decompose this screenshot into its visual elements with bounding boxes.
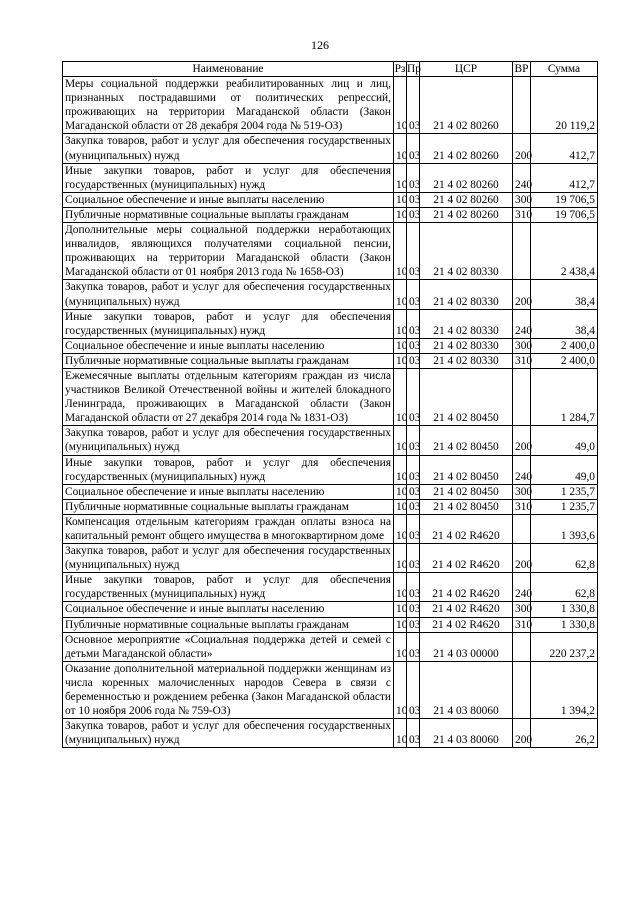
table-row — [63, 514, 598, 543]
table-row — [63, 544, 598, 573]
row-vr — [513, 368, 531, 425]
row-rz: 10 — [394, 602, 407, 617]
row-rz: 10 — [394, 192, 407, 207]
row-csr: 21 4 02 80260 — [420, 77, 513, 134]
row-sum: 1 235,7 — [531, 484, 598, 499]
row-name: Иные закупки товаров, работ и услуг для обеспечения государственных (муниципальных) нужд — [63, 455, 394, 484]
row-vr: 300 — [513, 192, 531, 207]
row-pr: 03 — [407, 338, 420, 353]
row-rz: 10 — [394, 617, 407, 632]
row-pr: 03 — [407, 617, 420, 632]
row-csr: 21 4 02 80450 — [420, 455, 513, 484]
row-rz: 10 — [394, 573, 407, 602]
table-row — [63, 661, 598, 718]
row-pr: 03 — [407, 632, 420, 661]
row-vr: 310 — [513, 499, 531, 514]
row-vr — [513, 661, 531, 718]
row-sum: 1 235,7 — [531, 499, 598, 514]
row-csr: 21 4 03 00000 — [420, 632, 513, 661]
table-row — [63, 632, 598, 661]
table-row — [63, 207, 598, 222]
row-rz: 10 — [394, 309, 407, 338]
row-csr: 21 4 02 80330 — [420, 353, 513, 368]
row-sum: 1 393,6 — [531, 514, 598, 543]
row-pr: 03 — [407, 514, 420, 543]
row-pr: 03 — [407, 353, 420, 368]
row-sum: 1 284,7 — [531, 368, 598, 425]
row-csr: 21 4 02 R4620 — [420, 514, 513, 543]
row-sum: 19 706,5 — [531, 207, 598, 222]
row-name: Социальное обеспечение и иные выплаты населению — [63, 602, 394, 617]
row-name: Публичные нормативные социальные выплаты гражданам — [63, 499, 394, 514]
header-pr: Пр — [407, 63, 421, 75]
row-name: Закупка товаров, работ и услуг для обеспечения государственных (муниципальных) нужд — [63, 544, 394, 573]
row-pr: 03 — [407, 192, 420, 207]
row-vr: 240 — [513, 163, 531, 192]
row-name: Социальное обеспечение и иные выплаты населению — [63, 484, 394, 499]
row-pr: 03 — [407, 602, 420, 617]
row-sum: 20 119,2 — [531, 77, 598, 134]
row-name: Иные закупки товаров, работ и услуг для обеспечения государственных (муниципальных) нужд — [63, 163, 394, 192]
page-number: 126 — [311, 38, 329, 52]
row-rz: 10 — [394, 661, 407, 718]
row-vr: 240 — [513, 309, 531, 338]
row-name: Закупка товаров, работ и услуг для обеспечения государственных (муниципальных) нужд — [63, 134, 394, 163]
table-row — [63, 280, 598, 309]
row-pr: 03 — [407, 207, 420, 222]
table-row — [63, 353, 598, 368]
row-sum: 220 237,2 — [531, 632, 598, 661]
row-sum: 1 394,2 — [531, 661, 598, 718]
table-row — [63, 338, 598, 353]
row-csr: 21 4 02 80450 — [420, 368, 513, 425]
table-row — [63, 602, 598, 617]
row-sum: 49,0 — [531, 455, 598, 484]
row-vr: 310 — [513, 207, 531, 222]
table-row — [63, 455, 598, 484]
row-vr: 300 — [513, 338, 531, 353]
row-name: Оказание дополнительной материальной поддержки женщинам из числа коренных малочисленных народов Севера в связи с беременностью и рождением ребенка (Закон Магаданской области от 10 ноября 2006 года № 759-ОЗ) — [63, 661, 394, 718]
row-name: Дополнительные меры социальной поддержки неработающих инвалидов, являющихся получателями социальной пенсии, проживающих на территории Магаданской области (Закон Магаданской области от 01 ноября 2013 года № 1658-ОЗ) — [63, 223, 394, 280]
table-row — [63, 719, 598, 748]
row-pr: 03 — [407, 573, 420, 602]
header-vr: ВР — [513, 62, 531, 77]
row-rz: 10 — [394, 338, 407, 353]
table-row — [63, 134, 598, 163]
row-name: Публичные нормативные социальные выплаты гражданам — [63, 353, 394, 368]
row-pr: 03 — [407, 368, 420, 425]
row-name: Социальное обеспечение и иные выплаты населению — [63, 192, 394, 207]
row-rz: 10 — [394, 368, 407, 425]
row-csr: 21 4 02 80330 — [420, 280, 513, 309]
row-pr: 03 — [407, 309, 420, 338]
row-vr — [513, 77, 531, 134]
row-vr — [513, 632, 531, 661]
row-sum: 1 330,8 — [531, 602, 598, 617]
table-header-row — [63, 62, 598, 77]
row-pr: 03 — [407, 499, 420, 514]
row-rz: 10 — [394, 163, 407, 192]
row-csr: 21 4 02 80450 — [420, 484, 513, 499]
table-row — [63, 163, 598, 192]
row-pr: 03 — [407, 426, 420, 455]
row-rz: 10 — [394, 719, 407, 748]
row-name: Основное мероприятие «Социальная поддержка детей и семей с детьми Магаданской области» — [63, 632, 394, 661]
table-row — [63, 77, 598, 134]
table-row — [63, 368, 598, 425]
header-sum: Сумма — [531, 62, 598, 77]
row-vr: 300 — [513, 484, 531, 499]
row-rz: 10 — [394, 426, 407, 455]
row-name: Меры социальной поддержки реабилитированных лиц и лиц, признанных пострадавшими от политических репрессий, проживающих на территории Магаданской области (Закон Магаданской области от 28 декабря 2004 года № 519-ОЗ) — [63, 77, 394, 134]
row-csr: 21 4 02 80260 — [420, 192, 513, 207]
row-name: Закупка товаров, работ и услуг для обеспечения государственных (муниципальных) нужд — [63, 719, 394, 748]
row-csr: 21 4 02 80260 — [420, 134, 513, 163]
row-name: Публичные нормативные социальные выплаты гражданам — [63, 617, 394, 632]
row-sum: 2 438,4 — [531, 223, 598, 280]
row-csr: 21 4 02 80330 — [420, 338, 513, 353]
row-pr: 03 — [407, 661, 420, 718]
row-pr: 03 — [407, 223, 420, 280]
table-row — [63, 309, 598, 338]
row-vr: 240 — [513, 573, 531, 602]
row-vr — [513, 223, 531, 280]
row-rz: 10 — [394, 514, 407, 543]
row-name: Компенсация отдельным категориям граждан оплаты взноса на капитальный ремонт общего имущества в многоквартирном доме — [63, 514, 394, 543]
row-sum: 38,4 — [531, 280, 598, 309]
row-sum: 62,8 — [531, 544, 598, 573]
row-pr: 03 — [407, 163, 420, 192]
row-rz: 10 — [394, 134, 407, 163]
row-rz: 10 — [394, 632, 407, 661]
row-vr: 310 — [513, 617, 531, 632]
row-pr: 03 — [407, 134, 420, 163]
row-vr: 200 — [513, 544, 531, 573]
header-rz: Рз — [394, 63, 406, 75]
row-pr: 03 — [407, 719, 420, 748]
row-sum: 2 400,0 — [531, 338, 598, 353]
row-vr: 200 — [513, 426, 531, 455]
row-rz: 10 — [394, 207, 407, 222]
row-csr: 21 4 02 80330 — [420, 309, 513, 338]
row-sum: 19 706,5 — [531, 192, 598, 207]
row-name: Закупка товаров, работ и услуг для обеспечения государственных (муниципальных) нужд — [63, 280, 394, 309]
row-csr: 21 4 02 80330 — [420, 223, 513, 280]
row-sum: 2 400,0 — [531, 353, 598, 368]
row-name: Ежемесячные выплаты отдельным категориям граждан из числа участников Великой Отечественной войны и жителей блокадного Ленинграда, проживающих в Магаданской области (Закон Магаданской области от 27 декабря 2014 года № 1831-ОЗ) — [63, 368, 394, 425]
row-rz: 10 — [394, 280, 407, 309]
row-name: Иные закупки товаров, работ и услуг для обеспечения государственных (муниципальных) нужд — [63, 309, 394, 338]
row-csr: 21 4 02 80260 — [420, 207, 513, 222]
table-row — [63, 573, 598, 602]
row-pr: 03 — [407, 484, 420, 499]
row-csr: 21 4 02 R4620 — [420, 617, 513, 632]
row-rz: 10 — [394, 544, 407, 573]
row-sum: 412,7 — [531, 163, 598, 192]
table-row — [63, 484, 598, 499]
row-csr: 21 4 02 80260 — [420, 163, 513, 192]
row-vr: 200 — [513, 719, 531, 748]
row-pr: 03 — [407, 544, 420, 573]
row-vr: 240 — [513, 455, 531, 484]
row-name: Иные закупки товаров, работ и услуг для обеспечения государственных (муниципальных) нужд — [63, 573, 394, 602]
row-csr: 21 4 02 R4620 — [420, 573, 513, 602]
row-rz: 10 — [394, 77, 407, 134]
row-vr: 200 — [513, 280, 531, 309]
row-csr: 21 4 02 R4620 — [420, 602, 513, 617]
row-sum: 1 330,8 — [531, 617, 598, 632]
row-csr: 21 4 02 80450 — [420, 499, 513, 514]
table-row — [63, 617, 598, 632]
row-csr: 21 4 03 80060 — [420, 661, 513, 718]
row-name: Публичные нормативные социальные выплаты гражданам — [63, 207, 394, 222]
row-sum: 26,2 — [531, 719, 598, 748]
row-csr: 21 4 03 80060 — [420, 719, 513, 748]
row-pr: 03 — [407, 77, 420, 134]
row-sum: 49,0 — [531, 426, 598, 455]
table-row — [63, 499, 598, 514]
row-vr — [513, 514, 531, 543]
row-rz: 10 — [394, 223, 407, 280]
table-row — [63, 223, 598, 280]
row-rz: 10 — [394, 499, 407, 514]
row-csr: 21 4 02 80450 — [420, 426, 513, 455]
row-csr: 21 4 02 R4620 — [420, 544, 513, 573]
row-sum: 62,8 — [531, 573, 598, 602]
row-pr: 03 — [407, 455, 420, 484]
budget-table — [62, 61, 598, 748]
table-row — [63, 192, 598, 207]
row-name: Социальное обеспечение и иные выплаты населению — [63, 338, 394, 353]
row-vr: 200 — [513, 134, 531, 163]
row-rz: 10 — [394, 353, 407, 368]
header-name: Наименование — [63, 62, 394, 77]
row-sum: 412,7 — [531, 134, 598, 163]
header-csr: ЦСР — [420, 62, 513, 77]
row-vr: 300 — [513, 602, 531, 617]
row-name: Закупка товаров, работ и услуг для обеспечения государственных (муниципальных) нужд — [63, 426, 394, 455]
table-row — [63, 426, 598, 455]
row-sum: 38,4 — [531, 309, 598, 338]
row-rz: 10 — [394, 484, 407, 499]
row-rz: 10 — [394, 455, 407, 484]
row-vr: 310 — [513, 353, 531, 368]
row-pr: 03 — [407, 280, 420, 309]
